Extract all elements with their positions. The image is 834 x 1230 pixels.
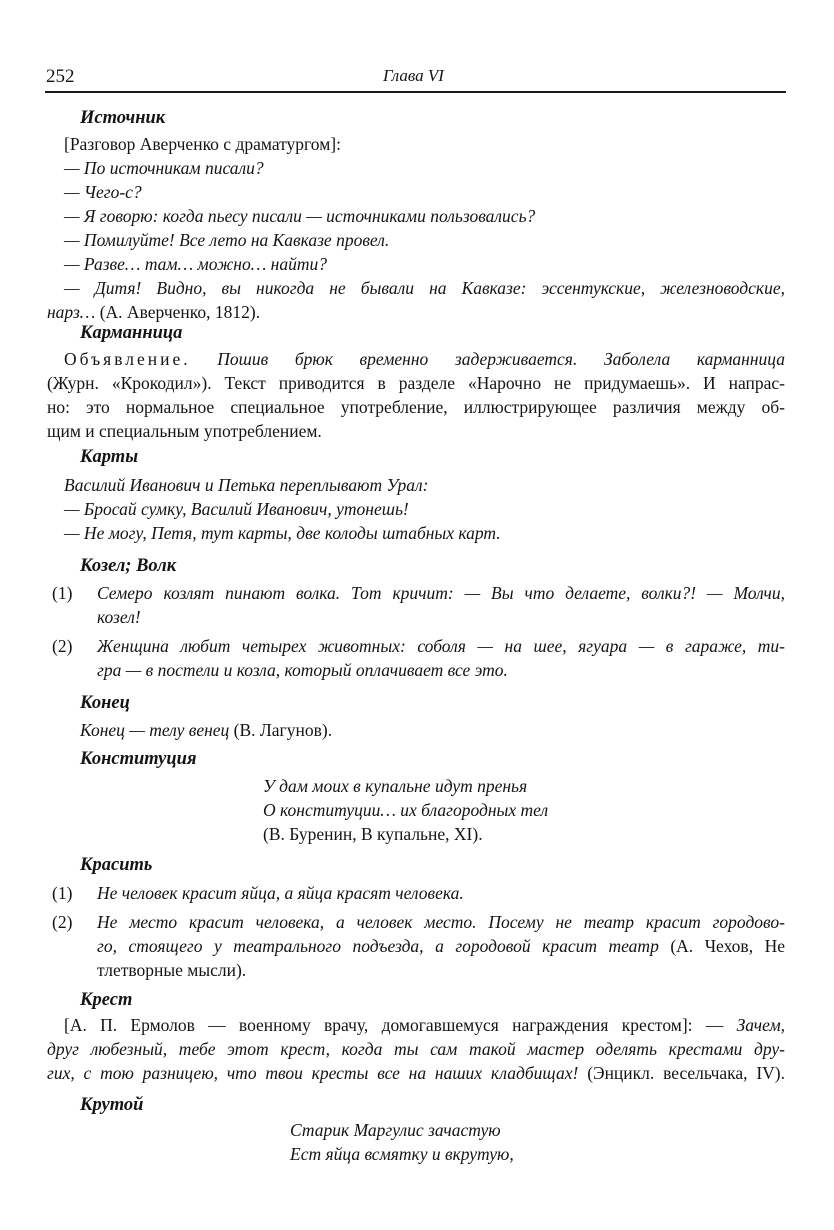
text-line: Василий Иванович и Петька переплывают Урал: xyxy=(64,475,429,495)
quote-text: Зачем, xyxy=(723,1015,785,1035)
page-number: 252 xyxy=(46,66,75,87)
source-citation: (В. Лагунов). xyxy=(229,720,333,740)
text-line xyxy=(47,301,260,323)
entry-heading: Карты xyxy=(80,447,139,467)
item-number: (2) xyxy=(52,912,73,932)
entry-heading: Карманница xyxy=(80,323,183,343)
text-line: — Помилуйте! Все лето на Кавказе провел. xyxy=(64,230,390,250)
text-line xyxy=(64,1014,785,1036)
text-line: но: это нормальное специальное употребление, иллюстрирующее различия между об- xyxy=(47,397,785,417)
source-citation: (А. Аверченко, 1812). xyxy=(95,302,261,322)
quote-text: нарз… xyxy=(47,302,96,322)
header-rule xyxy=(45,91,786,93)
quote-text: Пошив брюк временно задерживается. Заболела карманница xyxy=(190,349,785,369)
text-line: Не место красит человека, а человек место. Посему не театр красит городово- xyxy=(97,912,785,932)
source-citation: (А. Чехов, Не xyxy=(658,936,785,956)
intro-text: [А. П. Ермолов — военному врачу, домогавшемуся награждения крестом]: — xyxy=(64,1015,724,1035)
text-line: — Я говорю: когда пьесу писали — источниками пользовались? xyxy=(64,206,536,226)
item-number: (1) xyxy=(52,883,73,903)
entry-heading: Козел; Волк xyxy=(80,556,177,576)
text-line: козел! xyxy=(97,607,141,627)
source-citation: (Энцикл. весельчака, IV). xyxy=(578,1063,785,1083)
entry-heading: Источник xyxy=(80,108,166,128)
text-line: гра — в постели и козла, который оплачивает все это. xyxy=(97,660,508,680)
text-line xyxy=(64,348,785,370)
quote-text: го, стоящего у театрального подъезда, а городовой красит театр xyxy=(97,936,659,956)
text-line xyxy=(47,1062,785,1084)
poem-line: Старик Маргулис зачастую xyxy=(290,1120,501,1140)
text-line xyxy=(80,719,332,741)
text-line: [Разговор Аверченко с драматургом]: xyxy=(64,134,341,154)
entry-heading: Конец xyxy=(80,693,130,713)
text-line: — Дитя! Видно, вы никогда не бывали на Кавказе: эссентукские, железноводские, xyxy=(64,278,785,298)
entry-heading: Крутой xyxy=(80,1095,144,1115)
source-citation: тлетворные мысли). xyxy=(97,960,247,980)
text-line: — Бросай сумку, Василий Иванович, утонешь! xyxy=(64,499,409,519)
text-line: (Журн. «Крокодил»). Текст приводится в разделе «Нарочно не придумаешь». И напрас- xyxy=(47,373,785,393)
text-line: Женщина любит четырех животных: соболя — на шее, ягуара — в гараже, ти- xyxy=(97,636,785,656)
text-line: — Не могу, Петя, тут карты, две колоды штабных карт. xyxy=(64,523,501,543)
text-line: щим и специальным употреблением. xyxy=(47,421,322,441)
text-line: Не человек красит яйца, а яйца красят человека. xyxy=(97,883,464,903)
source-citation: (В. Буренин, В купальне, XI). xyxy=(263,824,483,844)
entry-heading: Крест xyxy=(80,990,133,1010)
text-line: друг любезный, тебе этот крест, когда ты сам такой мастер оделять крестами дру- xyxy=(47,1039,785,1059)
text-line xyxy=(97,935,785,957)
quote-text: гих, с тою разницею, что твои кресты все на наших кладбищах! xyxy=(47,1063,579,1083)
entry-heading: Красить xyxy=(80,855,153,875)
quote-text: Конец — телу венец xyxy=(80,720,230,740)
poem-line: Ест яйца всмятку и вкрутую, xyxy=(290,1144,514,1164)
text-line: Семеро козлят пинают волка. Тот кричит: — Вы что делаете, волки?! — Молчи, xyxy=(97,583,785,603)
running-title: Глава VI xyxy=(383,66,444,85)
item-number: (1) xyxy=(52,583,73,603)
text-line: — Чего-с? xyxy=(64,182,142,202)
text-line: — По источникам писали? xyxy=(64,158,264,178)
poem-line: У дам моих в купальне идут пренья xyxy=(263,776,528,796)
label-text: Объявление. xyxy=(64,349,191,369)
text-line: — Разве… там… можно… найти? xyxy=(64,254,327,274)
entry-heading: Конституция xyxy=(80,749,197,769)
item-number: (2) xyxy=(52,636,73,656)
poem-line: О конституции… их благородных тел xyxy=(263,800,549,820)
